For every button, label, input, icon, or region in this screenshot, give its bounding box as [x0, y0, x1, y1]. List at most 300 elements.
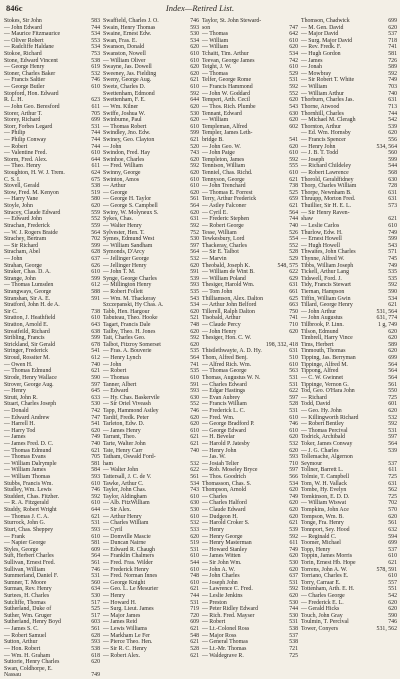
- entry-page: 620: [289, 593, 298, 600]
- entry-page: 621: [91, 368, 100, 375]
- index-entry: [103, 18, 200, 25]
- entry-page: 592: [388, 421, 397, 428]
- entry-page: 538: [91, 183, 100, 190]
- index-entry: [103, 276, 200, 283]
- entry-name: — Harry Vane: [4, 196, 38, 203]
- entry-name: Thwaites, John Charles: [301, 249, 356, 256]
- index-entry: [103, 520, 200, 527]
- entry-name: — John: [103, 361, 122, 368]
- entry-page: 528: [289, 401, 298, 408]
- entry-name: — Geo. L. Le Mesurier: [103, 586, 159, 593]
- entry-page: 599: [91, 242, 100, 249]
- index-entry: [202, 388, 299, 395]
- entry-name: — Mowbray: [301, 70, 332, 77]
- entry-name: Stoner, Charles Baker: [4, 70, 56, 77]
- index-entry: [103, 593, 200, 600]
- index-entry: [202, 183, 299, 190]
- entry-name: Suther, Wm. Gruger: [4, 612, 52, 619]
- entry-name: Sykes, Chas.: [103, 216, 134, 223]
- entry-page: 552: [91, 216, 100, 223]
- entry-name: Stubbs, Francis Wm.: [4, 480, 53, 487]
- index-entry: [4, 342, 101, 349]
- index-entry: [103, 223, 200, 230]
- index-entry: [301, 600, 398, 607]
- entry-name: Stranshan, Sir A. E.: [4, 295, 51, 302]
- index-entry: [103, 210, 200, 217]
- entry-page: 699: [388, 540, 397, 547]
- index-entry: [103, 38, 200, 45]
- entry-name: — Dudgeon H.: [202, 513, 238, 520]
- entry-name: — Michael M. Cleragh: [301, 117, 356, 124]
- index-entry: [4, 210, 101, 217]
- entry-page: 534: [289, 51, 298, 58]
- index-entry: [301, 520, 398, 527]
- index-entry: [103, 448, 200, 455]
- index-entry: [4, 633, 101, 640]
- entry-name: Tarleton, Edw. D.: [103, 421, 145, 428]
- entry-name: — Leslie Carlos: [301, 222, 340, 229]
- entry-page: 599: [388, 236, 397, 243]
- entry-name: — Fred. Norman Innes: [103, 573, 158, 580]
- entry-page: 592: [91, 493, 100, 500]
- entry-page: 620: [289, 117, 298, 124]
- index-entry: [301, 441, 398, 448]
- entry-page: 749: [91, 672, 100, 679]
- entry-page: 532: [190, 460, 199, 467]
- entry-name: Tailby, Theo. H. Jones: [103, 328, 156, 335]
- index-entry: [301, 481, 398, 488]
- entry-page: 610: [190, 566, 199, 573]
- entry-page: 752: [190, 229, 199, 236]
- entry-page: 726: [388, 57, 397, 64]
- index-entry: [202, 481, 299, 488]
- entry-page: 564: [190, 249, 199, 256]
- entry-name: Stoyle, John: [4, 203, 33, 210]
- entry-page: 620: [388, 348, 397, 355]
- index-entry: [301, 183, 398, 190]
- entry-page: 544: [388, 163, 397, 170]
- entry-name: — William: [301, 84, 328, 91]
- entry-name: — Thomas Edmund: [4, 368, 52, 375]
- entry-page: 725: [388, 394, 397, 401]
- entry-name: — Robert Lawrence: [301, 170, 349, 177]
- entry-page: 592: [289, 586, 298, 593]
- entry-name: — Hugh Gordon: [301, 51, 341, 58]
- entry-page: 610: [190, 57, 199, 64]
- entry-name: Tillard, George Henry: [301, 302, 353, 309]
- entry-page: 631: [388, 196, 397, 203]
- entry-name: — Wm. M. Thackeray: [103, 295, 156, 302]
- entry-name: — Thomas: [202, 70, 229, 77]
- index-entry: [4, 335, 101, 342]
- index-entry: [103, 84, 200, 91]
- entry-page: 630: [190, 394, 199, 401]
- index-entry: [4, 494, 101, 501]
- index-entry: [202, 454, 299, 461]
- index-entry: [202, 309, 299, 316]
- entry-page: 744: [91, 136, 100, 143]
- entry-name: — Charles William: [103, 520, 149, 527]
- entry-name: Stone, Edward Vincent: [4, 57, 58, 64]
- entry-page: 610: [388, 553, 397, 560]
- entry-name: Tipping, Jas. Berryman: [301, 355, 356, 362]
- entry-name: Thornton, Arthur: [301, 123, 341, 130]
- index-entry: [301, 282, 398, 289]
- index-entry: [301, 157, 398, 164]
- index-entry: [4, 653, 101, 660]
- entry-page: 564: [190, 203, 199, 210]
- entry-name: Todd, David: [301, 401, 331, 408]
- entry-name: Tolmie, T. Campbell: [301, 474, 350, 481]
- entry-page: 560: [91, 579, 100, 586]
- entry-page: 568: [388, 170, 397, 177]
- index-entry: [103, 487, 200, 494]
- index-entry: [103, 77, 200, 84]
- index-entry: [301, 170, 398, 177]
- index-entry: [202, 567, 299, 574]
- entry-name: — Oliver Robert: [4, 37, 44, 44]
- entry-page: 746: [190, 407, 199, 414]
- index-entry: [4, 77, 101, 84]
- entry-name: — James S. C.: [4, 626, 39, 633]
- entry-page: 630: [388, 176, 397, 183]
- index-entry: [202, 322, 299, 329]
- entry-name: Strickland, Sir Gerald: [4, 341, 56, 348]
- entry-page: 531: [289, 619, 298, 626]
- entry-name: Swinny, George: [103, 170, 141, 177]
- entry-page: 592: [289, 84, 298, 91]
- index-entry: [103, 467, 200, 474]
- entry-name: Tayler, John Chas.: [103, 487, 147, 494]
- entry-page: 552: [289, 90, 298, 97]
- entry-name: Tewkesbury, Lord: [202, 236, 245, 243]
- index-entry: [103, 104, 200, 111]
- entry-name: Taylor, Aldingham: [103, 493, 147, 500]
- entry-name: — Joseph John: [202, 579, 238, 586]
- index-entry: [301, 51, 398, 58]
- entry-name: — William Dalrymple: [4, 460, 57, 467]
- index-entry: [4, 183, 101, 190]
- index-entry: [103, 329, 200, 336]
- entry-page: 535: [388, 275, 397, 282]
- entry-name: — Wm. H. Graham: [4, 652, 51, 659]
- entry-name: — Howard H.: [103, 599, 137, 606]
- index-entry: [301, 315, 398, 322]
- entry-page: 593: [190, 282, 199, 289]
- index-entry: [202, 196, 299, 203]
- entry-page: 561: [388, 381, 397, 388]
- entry-name: Stokoe, Richard: [4, 51, 42, 58]
- index-entry: [301, 203, 398, 210]
- entry-page: 738: [289, 183, 298, 190]
- entry-name: Synge, George Charles: [103, 275, 157, 282]
- entry-name: — Ed. Wm. Hornsby: [301, 130, 351, 137]
- entry-name: Tippinge, Vernon G.: [301, 381, 349, 388]
- entry-page: 610: [289, 427, 298, 434]
- entry-page: 564: [289, 209, 298, 216]
- entry-page: 620: [190, 117, 199, 124]
- entry-name: Thomasson, Chas. S.: [202, 480, 252, 487]
- index-entry: [4, 395, 101, 402]
- index-entry: [301, 150, 398, 157]
- entry-page: 621: [388, 216, 397, 223]
- entry-name: Tanner, Albert: [103, 381, 137, 388]
- entry-page: 593: [91, 526, 100, 533]
- entry-page: 560: [388, 150, 397, 157]
- entry-name: Swinhoe, Charles: [103, 156, 145, 163]
- entry-page: 530: [289, 612, 298, 619]
- entry-page: 740: [91, 441, 100, 447]
- entry-name: — Harold Croker S.: [202, 520, 250, 527]
- index-entry: [301, 586, 398, 593]
- index-entry: [4, 520, 101, 527]
- entry-page: 620: [190, 328, 199, 335]
- entry-page: 610: [91, 533, 100, 540]
- entry-name: — Richard Childeley: [301, 163, 351, 170]
- index-entry: [202, 130, 299, 137]
- index-entry: [103, 395, 200, 402]
- index-entry: [202, 626, 299, 633]
- entry-name: — Edgar Hastings: [202, 388, 246, 395]
- index-entry: [301, 553, 398, 560]
- entry-name: — George H. Taylor: [103, 196, 152, 203]
- entry-page: 620: [289, 513, 298, 520]
- entry-name: Tidswell, Ford. J.: [301, 275, 342, 282]
- entry-page: 529: [289, 255, 298, 262]
- entry-page: 631: [388, 480, 397, 487]
- entry-name: — Tom John: [202, 288, 233, 295]
- index-entry: [202, 514, 299, 521]
- entry-page: 744: [91, 24, 100, 31]
- index-entry: [301, 567, 398, 574]
- entry-page: 745: [388, 255, 397, 262]
- entry-page: 702: [91, 236, 100, 243]
- index-entry: [301, 375, 398, 382]
- index-entry: [301, 540, 398, 547]
- entry-page: 749: [388, 262, 397, 269]
- entry-name: Swaffield, Charles J. O.: [103, 18, 159, 24]
- entry-page: 591: [91, 295, 100, 302]
- entry-page: 746: [91, 487, 100, 494]
- index-entry: [4, 567, 101, 574]
- entry-page: 663: [289, 302, 298, 309]
- entry-page: 535: [388, 269, 397, 276]
- index-entry: [301, 454, 398, 461]
- index-entry: [301, 44, 398, 51]
- entry-page: 750: [289, 308, 298, 315]
- entry-name: — James Fred. D. C.: [4, 441, 54, 447]
- entry-name: Tagart, Francis Dale: [103, 322, 151, 329]
- index-entry: [202, 355, 299, 362]
- entry-page: 530: [190, 236, 199, 243]
- entry-name: Thorp, Charles William: [301, 183, 357, 190]
- entry-page: 621: [91, 447, 100, 454]
- entry-page: 630: [289, 110, 298, 117]
- entry-page: 675: [91, 176, 100, 183]
- entry-page: 609: [91, 546, 100, 553]
- index-entry: [4, 586, 101, 593]
- entry-page: 581: [91, 540, 100, 547]
- index-entry: [4, 91, 101, 98]
- index-entry: [4, 203, 101, 210]
- entry-page: 644: [91, 507, 100, 514]
- entry-page: 620: [388, 599, 397, 606]
- entry-page: 610: [190, 51, 199, 58]
- index-entry: [202, 408, 299, 415]
- entry-name: — Edward: [103, 388, 129, 395]
- index-entry: [103, 586, 200, 593]
- index-entry: [103, 547, 200, 554]
- index-entry: [103, 117, 200, 124]
- index-entry: [301, 329, 398, 336]
- entry-name: — H. Bevelar: [202, 434, 235, 441]
- index-entry: [103, 653, 200, 660]
- entry-name: — Sir Robert T. White: [301, 77, 355, 84]
- index-entry: [4, 157, 101, 164]
- index-entry: [202, 500, 299, 507]
- entry-name: — Major David: [301, 31, 339, 38]
- entry-page: 534, 564: [376, 143, 397, 150]
- index-entry: [4, 196, 101, 203]
- entry-page: 538: [289, 639, 298, 646]
- index-entry: [103, 646, 200, 653]
- entry-name: Symonds, D'Arcy: [103, 249, 145, 256]
- entry-name: — Sir R. C. Henry: [103, 645, 147, 652]
- index-column-1: [4, 18, 101, 679]
- entry-name: Tiffin, William Gwin: [301, 295, 351, 302]
- entry-name: — Waldegrave R.: [202, 652, 244, 659]
- entry-page: 597: [289, 467, 298, 474]
- entry-page: 710: [289, 460, 298, 467]
- entry-page: 532: [388, 414, 397, 421]
- entry-name: — Thomas Evans: [4, 454, 46, 461]
- entry-name: Tippinge, Alfred M.: [301, 361, 348, 368]
- index-entry: [301, 18, 398, 25]
- entry-name: — John A. W.: [202, 566, 235, 573]
- entry-page: 642: [289, 31, 298, 38]
- entry-name: — Philip Conway: [4, 136, 47, 143]
- entry-name: Tatham, Oswald Ford-: [103, 454, 156, 461]
- entry-name: — William: [202, 117, 229, 124]
- entry-name: — William Wiswat: [301, 500, 347, 507]
- index-entry: [301, 269, 398, 276]
- entry-name: — Claude Percy: [202, 322, 241, 329]
- index-entry: [202, 474, 299, 481]
- entry-name: — Franklin Chalmers: [103, 553, 154, 560]
- index-entry: [4, 474, 101, 481]
- index-entry: [4, 534, 101, 541]
- entry-name: Straker, Chas. D. A.: [4, 269, 51, 276]
- entry-page: 532: [190, 255, 199, 262]
- entry-name: Sutherland, Henry Boyd: [4, 619, 61, 626]
- entry-name: — John Charles: [202, 573, 240, 580]
- entry-page: 590: [91, 374, 100, 381]
- index-entry: [301, 111, 398, 118]
- entry-page: 612: [91, 282, 100, 289]
- entry-name: — Sir John Wm.: [202, 559, 242, 566]
- entry-name: — George Edward: [202, 427, 247, 434]
- index-entry: [4, 84, 101, 91]
- entry-page: 631: [190, 216, 199, 223]
- index-entry: [4, 580, 101, 587]
- index-entry: [103, 355, 200, 362]
- entry-name: Tchaitt, Tim. Arthur: [202, 51, 249, 58]
- entry-name: — James: [301, 57, 323, 64]
- entry-page: 610: [289, 64, 298, 71]
- entry-name: Talbot, Fitzroy Somerset: [103, 341, 161, 348]
- entry-name: — Frank: [4, 533, 25, 540]
- entry-page: 584: [91, 467, 100, 474]
- index-entry: [301, 230, 398, 237]
- index-entry: [4, 302, 101, 309]
- index-entry: [4, 163, 101, 170]
- page-title: Index—Retired List.: [165, 3, 235, 13]
- entry-page: 620: [289, 434, 298, 441]
- entry-page: 590: [388, 288, 397, 295]
- entry-page: 610: [190, 579, 199, 586]
- entry-page: 589: [388, 341, 397, 348]
- entry-page: 551: [388, 586, 397, 593]
- index-entry: [202, 593, 299, 600]
- entry-page: 631: [388, 97, 397, 104]
- entry-page: 543: [388, 242, 397, 249]
- index-entry: [202, 401, 299, 408]
- entry-name: Tims, Herbert: [301, 341, 334, 348]
- index-entry: [202, 44, 299, 51]
- entry-name: Summerland, Daniel F.: [4, 573, 59, 580]
- entry-name: — Francis William: [202, 401, 247, 408]
- index-entry: [301, 593, 398, 600]
- index-entry: [103, 540, 200, 547]
- index-entry: [4, 408, 101, 415]
- index-entry: [4, 243, 101, 250]
- entry-page: 741: [289, 315, 298, 322]
- entry-name: — Gerald Hicks: [301, 606, 340, 613]
- entry-page: 531: [388, 427, 397, 434]
- entry-name: — John W. Goddard: [202, 90, 251, 97]
- entry-name: — Lt.-Colonel Ross: [202, 626, 250, 633]
- index-entry: [103, 514, 200, 521]
- index-entry: [103, 348, 200, 355]
- entry-page: 592: [190, 222, 199, 229]
- index-entry: [301, 276, 398, 283]
- entry-name: — Thomas Percival: [301, 427, 348, 434]
- entry-page: 592: [289, 533, 298, 540]
- entry-page: 742: [91, 407, 100, 414]
- entry-name: Telfer, George Rome: [202, 77, 252, 84]
- entry-page: 533: [190, 526, 199, 533]
- entry-page: 618: [91, 652, 100, 659]
- entry-page: 719: [190, 606, 199, 613]
- entry-page: 620: [190, 341, 199, 348]
- entry-name: Thynne, Alfred W.: [301, 255, 345, 262]
- entry-page: 573: [388, 203, 397, 210]
- entry-name: Swiny, W. Molyneux S.: [103, 209, 159, 216]
- entry-name: Thorold, Geraldfidney: [301, 176, 354, 183]
- entry-name: — John Edward: [4, 24, 42, 31]
- index-entry: [103, 434, 200, 441]
- entry-page: 583: [91, 18, 100, 24]
- entry-page: 554: [289, 236, 298, 243]
- entry-page: 705: [91, 454, 100, 461]
- index-entry: [301, 190, 398, 197]
- entry-page: 748: [190, 573, 199, 580]
- entry-name: Thruupp, Morton Fred.: [301, 196, 356, 203]
- entry-page: 534: [190, 37, 199, 44]
- index-entry: [202, 461, 299, 468]
- entry-name: Storey, Richard: [4, 117, 41, 124]
- entry-name: Thorburn, Charles Jas.: [301, 97, 354, 104]
